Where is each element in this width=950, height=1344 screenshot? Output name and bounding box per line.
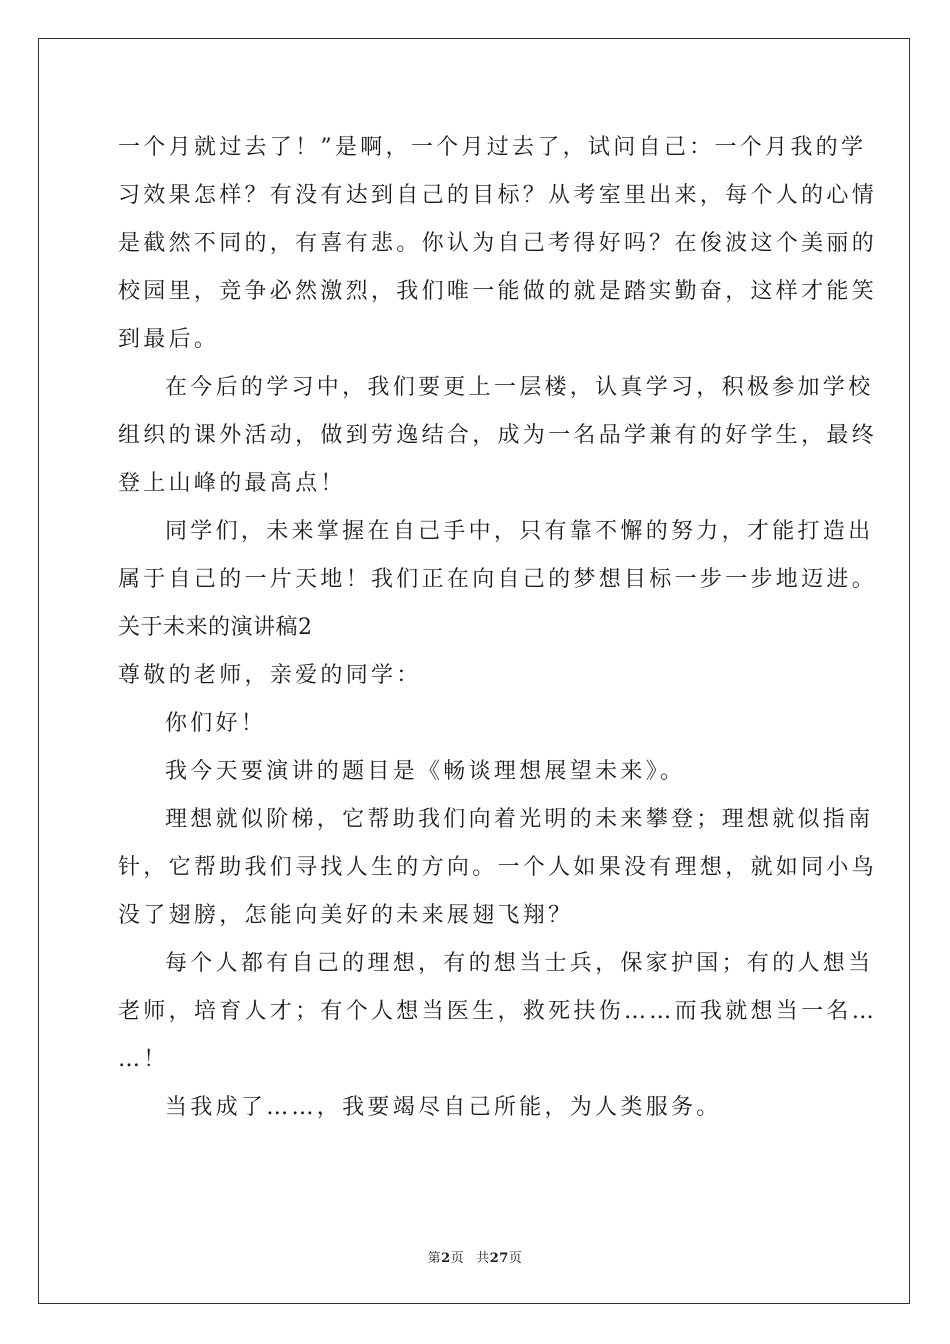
text-line: 老师，培育人才；有个人想当医生，救死扶伤……而我就想当一名… — [118, 999, 878, 1024]
text-line: 是截然不同的，有喜有悲。你认为自己考得好吗？在俊波这个美丽的 — [118, 231, 878, 256]
page-prefix: 第 — [427, 1251, 442, 1266]
total-suffix: 页 — [508, 1251, 523, 1266]
text-line: 组织的课外活动，做到劳逸结合，成为一名品学兼有的好学生，最终 — [118, 423, 878, 448]
text-line: 校园里，竞争必然激烈，我们唯一能做的就是踏实勤奋，这样才能笑 — [118, 279, 878, 304]
text-line: 针，它帮助我们寻找人生的方向。一个人如果没有理想，就如同小鸟 — [118, 855, 878, 880]
total-pages: 27 — [489, 1251, 509, 1266]
paragraph-start-line: 在今后的学习中，我们要更上一层楼，认真学习，积极参加学校 — [165, 375, 874, 400]
greeting: 你们好！ — [165, 711, 267, 736]
document-body — [118, 124, 878, 1132]
page-number: 2 — [441, 1251, 451, 1266]
paragraph-start-line: 同学们，未来掌握在自己手中，只有靠不懈的努力，才能打造出 — [165, 519, 874, 544]
text-line: 到最后。 — [118, 327, 220, 352]
text-line: 习效果怎样？有没有达到自己的目标？从考室里出来，每个人的心情 — [118, 183, 878, 208]
page-suffix: 页 — [450, 1251, 465, 1266]
salutation: 尊敬的老师，亲爱的同学： — [118, 663, 422, 688]
text-line: 没了翅膀，怎能向美好的未来展翅飞翔？ — [118, 903, 574, 928]
total-prefix: 共 — [476, 1251, 490, 1266]
paragraph-start-line: 理想就似阶梯，它帮助我们向着光明的未来攀登；理想就似指南 — [165, 807, 874, 832]
section-title: 关于未来的演讲稿2 — [118, 615, 313, 640]
paragraph-start-line: 每个人都有自己的理想，有的想当士兵，保家护国；有的人想当 — [165, 951, 874, 976]
page-footer — [0, 1247, 950, 1266]
text-line: …！ — [118, 1047, 169, 1072]
paragraph-start-line: 我今天要演讲的题目是《畅谈理想展望未来》。 — [165, 759, 686, 784]
text-line: 一个月就过去了！”是啊，一个月过去了，试问自己：一个月我的学 — [118, 135, 867, 160]
text-line: 登上山峰的最高点！ — [118, 471, 346, 496]
paragraph-start-line: 当我成了……，我要竭尽自己所能，为人类服务。 — [165, 1095, 722, 1120]
text-line: 属于自己的一片天地！我们正在向自己的梦想目标一步一步地迈进。 — [118, 567, 878, 592]
